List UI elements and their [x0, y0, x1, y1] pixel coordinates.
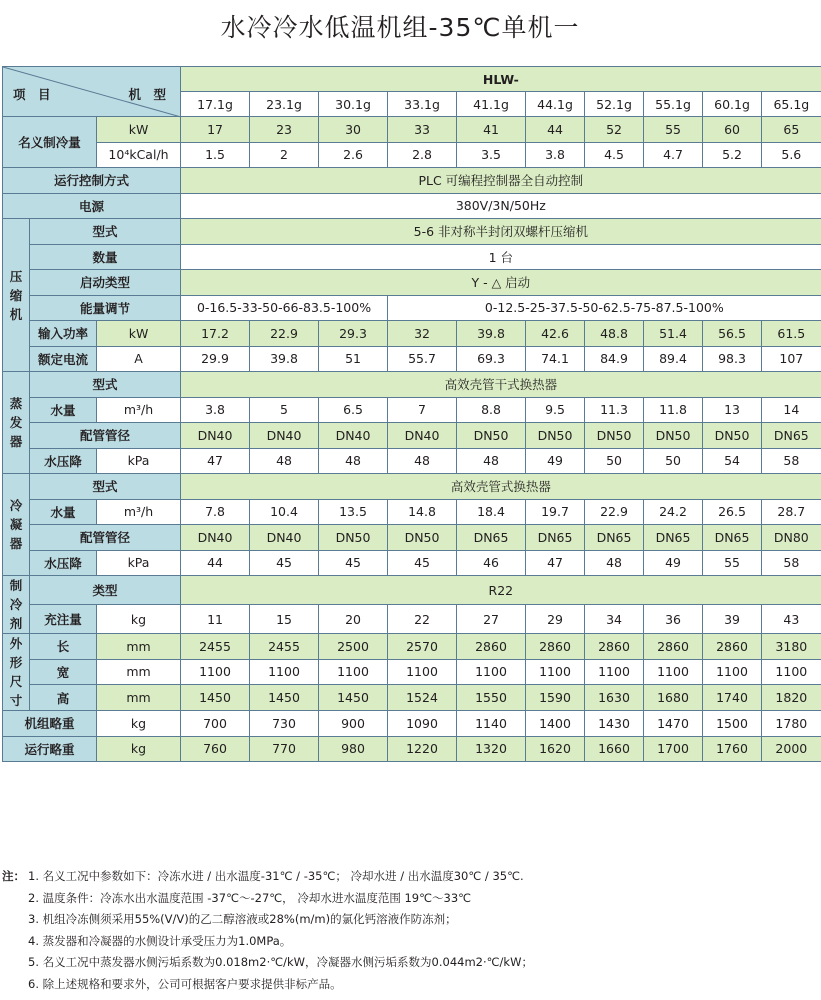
group-char: 冷: [9, 597, 23, 612]
value-cell: 52.1g: [585, 92, 644, 117]
value-cell: 39.8: [457, 321, 526, 347]
value-cell: 1090: [388, 711, 457, 737]
value-cell: 34: [585, 605, 644, 634]
value-cell: DN50: [319, 525, 388, 551]
value-cell: 5.2: [703, 142, 762, 168]
value-cell: 22: [388, 605, 457, 634]
unit-cell: mm: [97, 634, 181, 660]
table-row: [3, 448, 821, 474]
group-char: 形: [9, 655, 23, 670]
row-label: 启动类型: [30, 270, 181, 296]
group-char: 器: [9, 536, 23, 551]
value-cell: DN65: [644, 525, 703, 551]
value-cell: 29.9: [181, 346, 250, 372]
value-cell: 1400: [526, 711, 585, 737]
item-label: 项 目: [13, 87, 51, 102]
value-cell: 5: [250, 397, 319, 423]
value-cell: DN65: [526, 525, 585, 551]
compressor-group: [3, 219, 30, 372]
value-cell: 65: [762, 117, 821, 143]
value-cell: 55.7: [388, 346, 457, 372]
value-cell: 1430: [585, 711, 644, 737]
unit-cell: m³/h: [97, 397, 181, 423]
table-row: [3, 142, 821, 168]
group-char: 冷: [9, 498, 23, 513]
group-char: 外: [9, 636, 23, 651]
unit-cell: kg: [97, 605, 181, 634]
value-cell: 1100: [762, 659, 821, 685]
value-cell: 11: [181, 605, 250, 634]
row-label: 数量: [30, 244, 181, 270]
group-char: 缩: [9, 287, 23, 303]
control-label: 运行控制方式: [3, 168, 181, 194]
value-cell: 1100: [526, 659, 585, 685]
span-value: 0-16.5-33-50-66-83.5-100%: [181, 295, 388, 321]
value-cell: 3180: [762, 634, 821, 660]
value-cell: 18.4: [457, 499, 526, 525]
value-cell: 55.1g: [644, 92, 703, 117]
refrigerant-group: [3, 576, 30, 634]
table-row: [3, 67, 821, 92]
value-cell: DN40: [250, 525, 319, 551]
value-cell: DN40: [250, 423, 319, 449]
value-cell: DN50: [526, 423, 585, 449]
unit-cell: kPa: [97, 448, 181, 474]
value-cell: 43: [762, 605, 821, 634]
group-char: 器: [9, 434, 23, 449]
value-cell: DN40: [319, 423, 388, 449]
row-label: 宽: [30, 659, 97, 685]
span-value: 5-6 非对称半封闭双螺杆压缩机: [181, 219, 821, 245]
row-label: 类型: [30, 576, 181, 605]
note-item: 5. 名义工况中蒸发器水侧污垢系数为0.018m2·℃/kW，冷凝器水侧污垢系数为0.044m2·℃/kW；: [28, 955, 533, 969]
value-cell: DN65: [762, 423, 821, 449]
header-corner: [3, 67, 181, 117]
value-cell: 1630: [585, 685, 644, 711]
value-cell: 27: [457, 605, 526, 634]
row-label: 水量: [30, 499, 97, 525]
value-cell: 2: [250, 142, 319, 168]
value-cell: 1590: [526, 685, 585, 711]
value-cell: DN40: [388, 423, 457, 449]
group-char: 寸: [9, 693, 23, 708]
value-cell: 51: [319, 346, 388, 372]
power-label: 电源: [3, 193, 181, 219]
value-cell: 28.7: [762, 499, 821, 525]
value-cell: 33: [388, 117, 457, 143]
value-cell: 2860: [457, 634, 526, 660]
table-row: [3, 634, 821, 660]
value-cell: DN50: [644, 423, 703, 449]
row-label: 能量调节: [30, 295, 181, 321]
value-cell: 8.8: [457, 397, 526, 423]
value-cell: 1100: [585, 659, 644, 685]
group-char: 剂: [9, 616, 23, 631]
note-item: 4. 蒸发器和冷凝器的水侧设计承受压力为1.0MPa。: [28, 933, 292, 948]
evaporator-group: [3, 372, 30, 474]
value-cell: 2.8: [388, 142, 457, 168]
value-cell: 17.2: [181, 321, 250, 347]
value-cell: 48: [388, 448, 457, 474]
value-cell: 2860: [526, 634, 585, 660]
notes-prefix: 注：: [2, 869, 25, 883]
page-title: 水冷冷水低温机组-35℃单机一: [220, 13, 580, 42]
unit-cell: mm: [97, 685, 181, 711]
value-cell: 1100: [319, 659, 388, 685]
value-cell: 30.1g: [319, 92, 388, 117]
value-cell: 84.9: [585, 346, 644, 372]
value-cell: 13: [703, 397, 762, 423]
table-row: [3, 550, 821, 576]
value-cell: 69.3: [457, 346, 526, 372]
value-cell: 55: [644, 117, 703, 143]
unit-cell: kg: [97, 711, 181, 737]
table-row: [3, 117, 821, 143]
unit-cell: kPa: [97, 550, 181, 576]
table-row: [3, 397, 821, 423]
value-cell: 74.1: [526, 346, 585, 372]
row-label: 额定电流: [30, 346, 97, 372]
span-value: 高效壳管式换热器: [181, 474, 821, 500]
value-cell: 89.4: [644, 346, 703, 372]
value-cell: 4.7: [644, 142, 703, 168]
value-cell: 50: [585, 448, 644, 474]
value-cell: 58: [762, 448, 821, 474]
value-cell: 56.5: [703, 321, 762, 347]
row-label: 输入功率: [30, 321, 97, 347]
table-row: [3, 605, 821, 634]
value-cell: 2.6: [319, 142, 388, 168]
value-cell: 1100: [644, 659, 703, 685]
span-value: 0-12.5-25-37.5-50-62.5-75-87.5-100%: [388, 295, 821, 321]
model-label: 机 型: [128, 87, 167, 102]
value-cell: 19.7: [526, 499, 585, 525]
value-cell: 42.6: [526, 321, 585, 347]
value-cell: 1100: [250, 659, 319, 685]
table-row: [3, 711, 821, 737]
value-cell: 60.1g: [703, 92, 762, 117]
value-cell: 26.5: [703, 499, 762, 525]
span-value: 高效壳管干式换热器: [181, 372, 821, 398]
dimensions-group: [3, 634, 30, 711]
value-cell: 4.5: [585, 142, 644, 168]
note-item: 6. 除上述规格和要求外，公司可根据客户要求提供非标产品。: [28, 976, 342, 991]
value-cell: 980: [319, 736, 388, 762]
table-row: [3, 244, 821, 270]
value-cell: 2860: [703, 634, 762, 660]
value-cell: DN40: [181, 525, 250, 551]
table-row: [3, 193, 821, 219]
table-row: [3, 295, 821, 321]
row-label: 水压降: [30, 550, 97, 576]
value-cell: 54: [703, 448, 762, 474]
value-cell: 11.3: [585, 397, 644, 423]
value-cell: 1140: [457, 711, 526, 737]
row-label: 机组略重: [3, 711, 97, 737]
value-cell: 1680: [644, 685, 703, 711]
value-cell: DN40: [181, 423, 250, 449]
value-cell: 900: [319, 711, 388, 737]
value-cell: 24.2: [644, 499, 703, 525]
row-label: 水压降: [30, 448, 97, 474]
value-cell: 47: [526, 550, 585, 576]
value-cell: 1100: [703, 659, 762, 685]
table-row: [3, 659, 821, 685]
value-cell: 3.5: [457, 142, 526, 168]
unit-cell: 10⁴kCal/h: [97, 142, 181, 168]
value-cell: 3.8: [181, 397, 250, 423]
value-cell: 52: [585, 117, 644, 143]
value-cell: 48: [319, 448, 388, 474]
value-cell: 760: [181, 736, 250, 762]
value-cell: 48: [250, 448, 319, 474]
value-cell: DN50: [457, 423, 526, 449]
table-row: [3, 372, 821, 398]
value-cell: 700: [181, 711, 250, 737]
value-cell: 50: [644, 448, 703, 474]
table-row: [3, 219, 821, 245]
value-cell: 2860: [644, 634, 703, 660]
value-cell: 1780: [762, 711, 821, 737]
value-cell: 11.8: [644, 397, 703, 423]
value-cell: 1100: [388, 659, 457, 685]
value-cell: 33.1g: [388, 92, 457, 117]
value-cell: 2000: [762, 736, 821, 762]
table-row: [3, 576, 821, 605]
value-cell: 1320: [457, 736, 526, 762]
value-cell: 45: [388, 550, 457, 576]
table-row: [3, 321, 821, 347]
value-cell: 30: [319, 117, 388, 143]
value-cell: 13.5: [319, 499, 388, 525]
row-label: 型式: [30, 372, 181, 398]
table-row: [3, 168, 821, 194]
group-char: 发: [9, 415, 23, 430]
value-cell: 58: [762, 550, 821, 576]
value-cell: 107: [762, 346, 821, 372]
value-cell: 23.1g: [250, 92, 319, 117]
unit-cell: kW: [97, 321, 181, 347]
value-cell: DN80: [762, 525, 821, 551]
unit-cell: kg: [97, 736, 181, 762]
value-cell: DN50: [703, 423, 762, 449]
value-cell: 41: [457, 117, 526, 143]
row-label: 型式: [30, 219, 181, 245]
value-cell: 1760: [703, 736, 762, 762]
row-label: 水量: [30, 397, 97, 423]
power-value: 380V/3N/50Hz: [181, 193, 821, 219]
value-cell: 39.8: [250, 346, 319, 372]
value-cell: 1100: [181, 659, 250, 685]
value-cell: 48.8: [585, 321, 644, 347]
span-value: R22: [181, 576, 821, 605]
value-cell: 770: [250, 736, 319, 762]
spec-table: [2, 66, 821, 762]
value-cell: DN65: [703, 525, 762, 551]
unit-cell: A: [97, 346, 181, 372]
table-row: [3, 270, 821, 296]
value-cell: 45: [250, 550, 319, 576]
value-cell: 29: [526, 605, 585, 634]
value-cell: 1740: [703, 685, 762, 711]
table-row: [3, 346, 821, 372]
value-cell: 22.9: [585, 499, 644, 525]
table-row: [3, 685, 821, 711]
value-cell: 17.1g: [181, 92, 250, 117]
value-cell: 98.3: [703, 346, 762, 372]
value-cell: 5.6: [762, 142, 821, 168]
value-cell: 1470: [644, 711, 703, 737]
group-char: 尺: [9, 674, 23, 689]
group-char: 压: [9, 268, 23, 284]
value-cell: 10.4: [250, 499, 319, 525]
value-cell: 1450: [319, 685, 388, 711]
table-row: [3, 736, 821, 762]
value-cell: 1620: [526, 736, 585, 762]
value-cell: 29.3: [319, 321, 388, 347]
value-cell: 47: [181, 448, 250, 474]
value-cell: 46: [457, 550, 526, 576]
group-char: 机: [9, 306, 23, 322]
value-cell: 2500: [319, 634, 388, 660]
value-cell: 48: [457, 448, 526, 474]
row-label: 型式: [30, 474, 181, 500]
value-cell: 1450: [181, 685, 250, 711]
condenser-group: [3, 474, 30, 576]
row-label: 配管管径: [30, 423, 181, 449]
value-cell: 55: [703, 550, 762, 576]
group-char: 蒸: [9, 396, 23, 411]
unit-cell: m³/h: [97, 499, 181, 525]
value-cell: 7.8: [181, 499, 250, 525]
row-label: 运行略重: [3, 736, 97, 762]
value-cell: 44.1g: [526, 92, 585, 117]
value-cell: 1660: [585, 736, 644, 762]
value-cell: 44: [181, 550, 250, 576]
note-item: 1. 名义工况中参数如下：冷冻水进 / 出水温度-31℃ / -35℃； 冷却水进 / 出水温度30℃ / 35℃.: [28, 869, 524, 883]
value-cell: 23: [250, 117, 319, 143]
value-cell: DN65: [457, 525, 526, 551]
table-row: [3, 474, 821, 500]
value-cell: 1450: [250, 685, 319, 711]
note-item: 2. 温度条件：冷冻水出水温度范围 -37℃～-27℃， 冷却水进水温度范围 19℃～33℃: [28, 890, 472, 905]
value-cell: 61.5: [762, 321, 821, 347]
value-cell: 3.8: [526, 142, 585, 168]
value-cell: 15: [250, 605, 319, 634]
value-cell: 51.4: [644, 321, 703, 347]
table-row: [3, 423, 821, 449]
value-cell: 2570: [388, 634, 457, 660]
value-cell: 2860: [585, 634, 644, 660]
group-char: 凝: [9, 517, 23, 532]
value-cell: 14.8: [388, 499, 457, 525]
value-cell: 41.1g: [457, 92, 526, 117]
unit-cell: kW: [97, 117, 181, 143]
value-cell: 44: [526, 117, 585, 143]
value-cell: 60: [703, 117, 762, 143]
table-row: [3, 525, 821, 551]
value-cell: 49: [644, 550, 703, 576]
row-label: 长: [30, 634, 97, 660]
value-cell: 730: [250, 711, 319, 737]
control-value: PLC 可编程控制器全自动控制: [181, 168, 821, 194]
value-cell: 20: [319, 605, 388, 634]
value-cell: 49: [526, 448, 585, 474]
row-label: 充注量: [30, 605, 97, 634]
cooling-capacity-label: 名义制冷量: [3, 117, 97, 168]
value-cell: 1820: [762, 685, 821, 711]
value-cell: 2455: [181, 634, 250, 660]
value-cell: 1500: [703, 711, 762, 737]
value-cell: 1100: [457, 659, 526, 685]
note-item: 3. 机组冷冻侧须采用55%(V/V)的乙二醇溶液或28%(m/m)的氯化钙溶液作防冻剂；: [28, 912, 457, 926]
value-cell: 48: [585, 550, 644, 576]
value-cell: 17: [181, 117, 250, 143]
value-cell: 7: [388, 397, 457, 423]
value-cell: 45: [319, 550, 388, 576]
value-cell: DN50: [388, 525, 457, 551]
series-header: HLW-: [181, 67, 821, 92]
row-label: 配管管径: [30, 525, 181, 551]
value-cell: 65.1g: [762, 92, 821, 117]
value-cell: 9.5: [526, 397, 585, 423]
value-cell: 6.5: [319, 397, 388, 423]
value-cell: DN50: [585, 423, 644, 449]
value-cell: 1220: [388, 736, 457, 762]
value-cell: DN65: [585, 525, 644, 551]
value-cell: 2455: [250, 634, 319, 660]
value-cell: 39: [703, 605, 762, 634]
value-cell: 1524: [388, 685, 457, 711]
value-cell: 36: [644, 605, 703, 634]
unit-cell: mm: [97, 659, 181, 685]
value-cell: 32: [388, 321, 457, 347]
value-cell: 1.5: [181, 142, 250, 168]
table-row: [3, 499, 821, 525]
value-cell: 1550: [457, 685, 526, 711]
value-cell: 1700: [644, 736, 703, 762]
row-label: 高: [30, 685, 97, 711]
group-char: 制: [9, 578, 23, 593]
span-value: Y - △ 启动: [181, 270, 821, 296]
span-value: 1 台: [181, 244, 821, 270]
value-cell: 22.9: [250, 321, 319, 347]
value-cell: 14: [762, 397, 821, 423]
